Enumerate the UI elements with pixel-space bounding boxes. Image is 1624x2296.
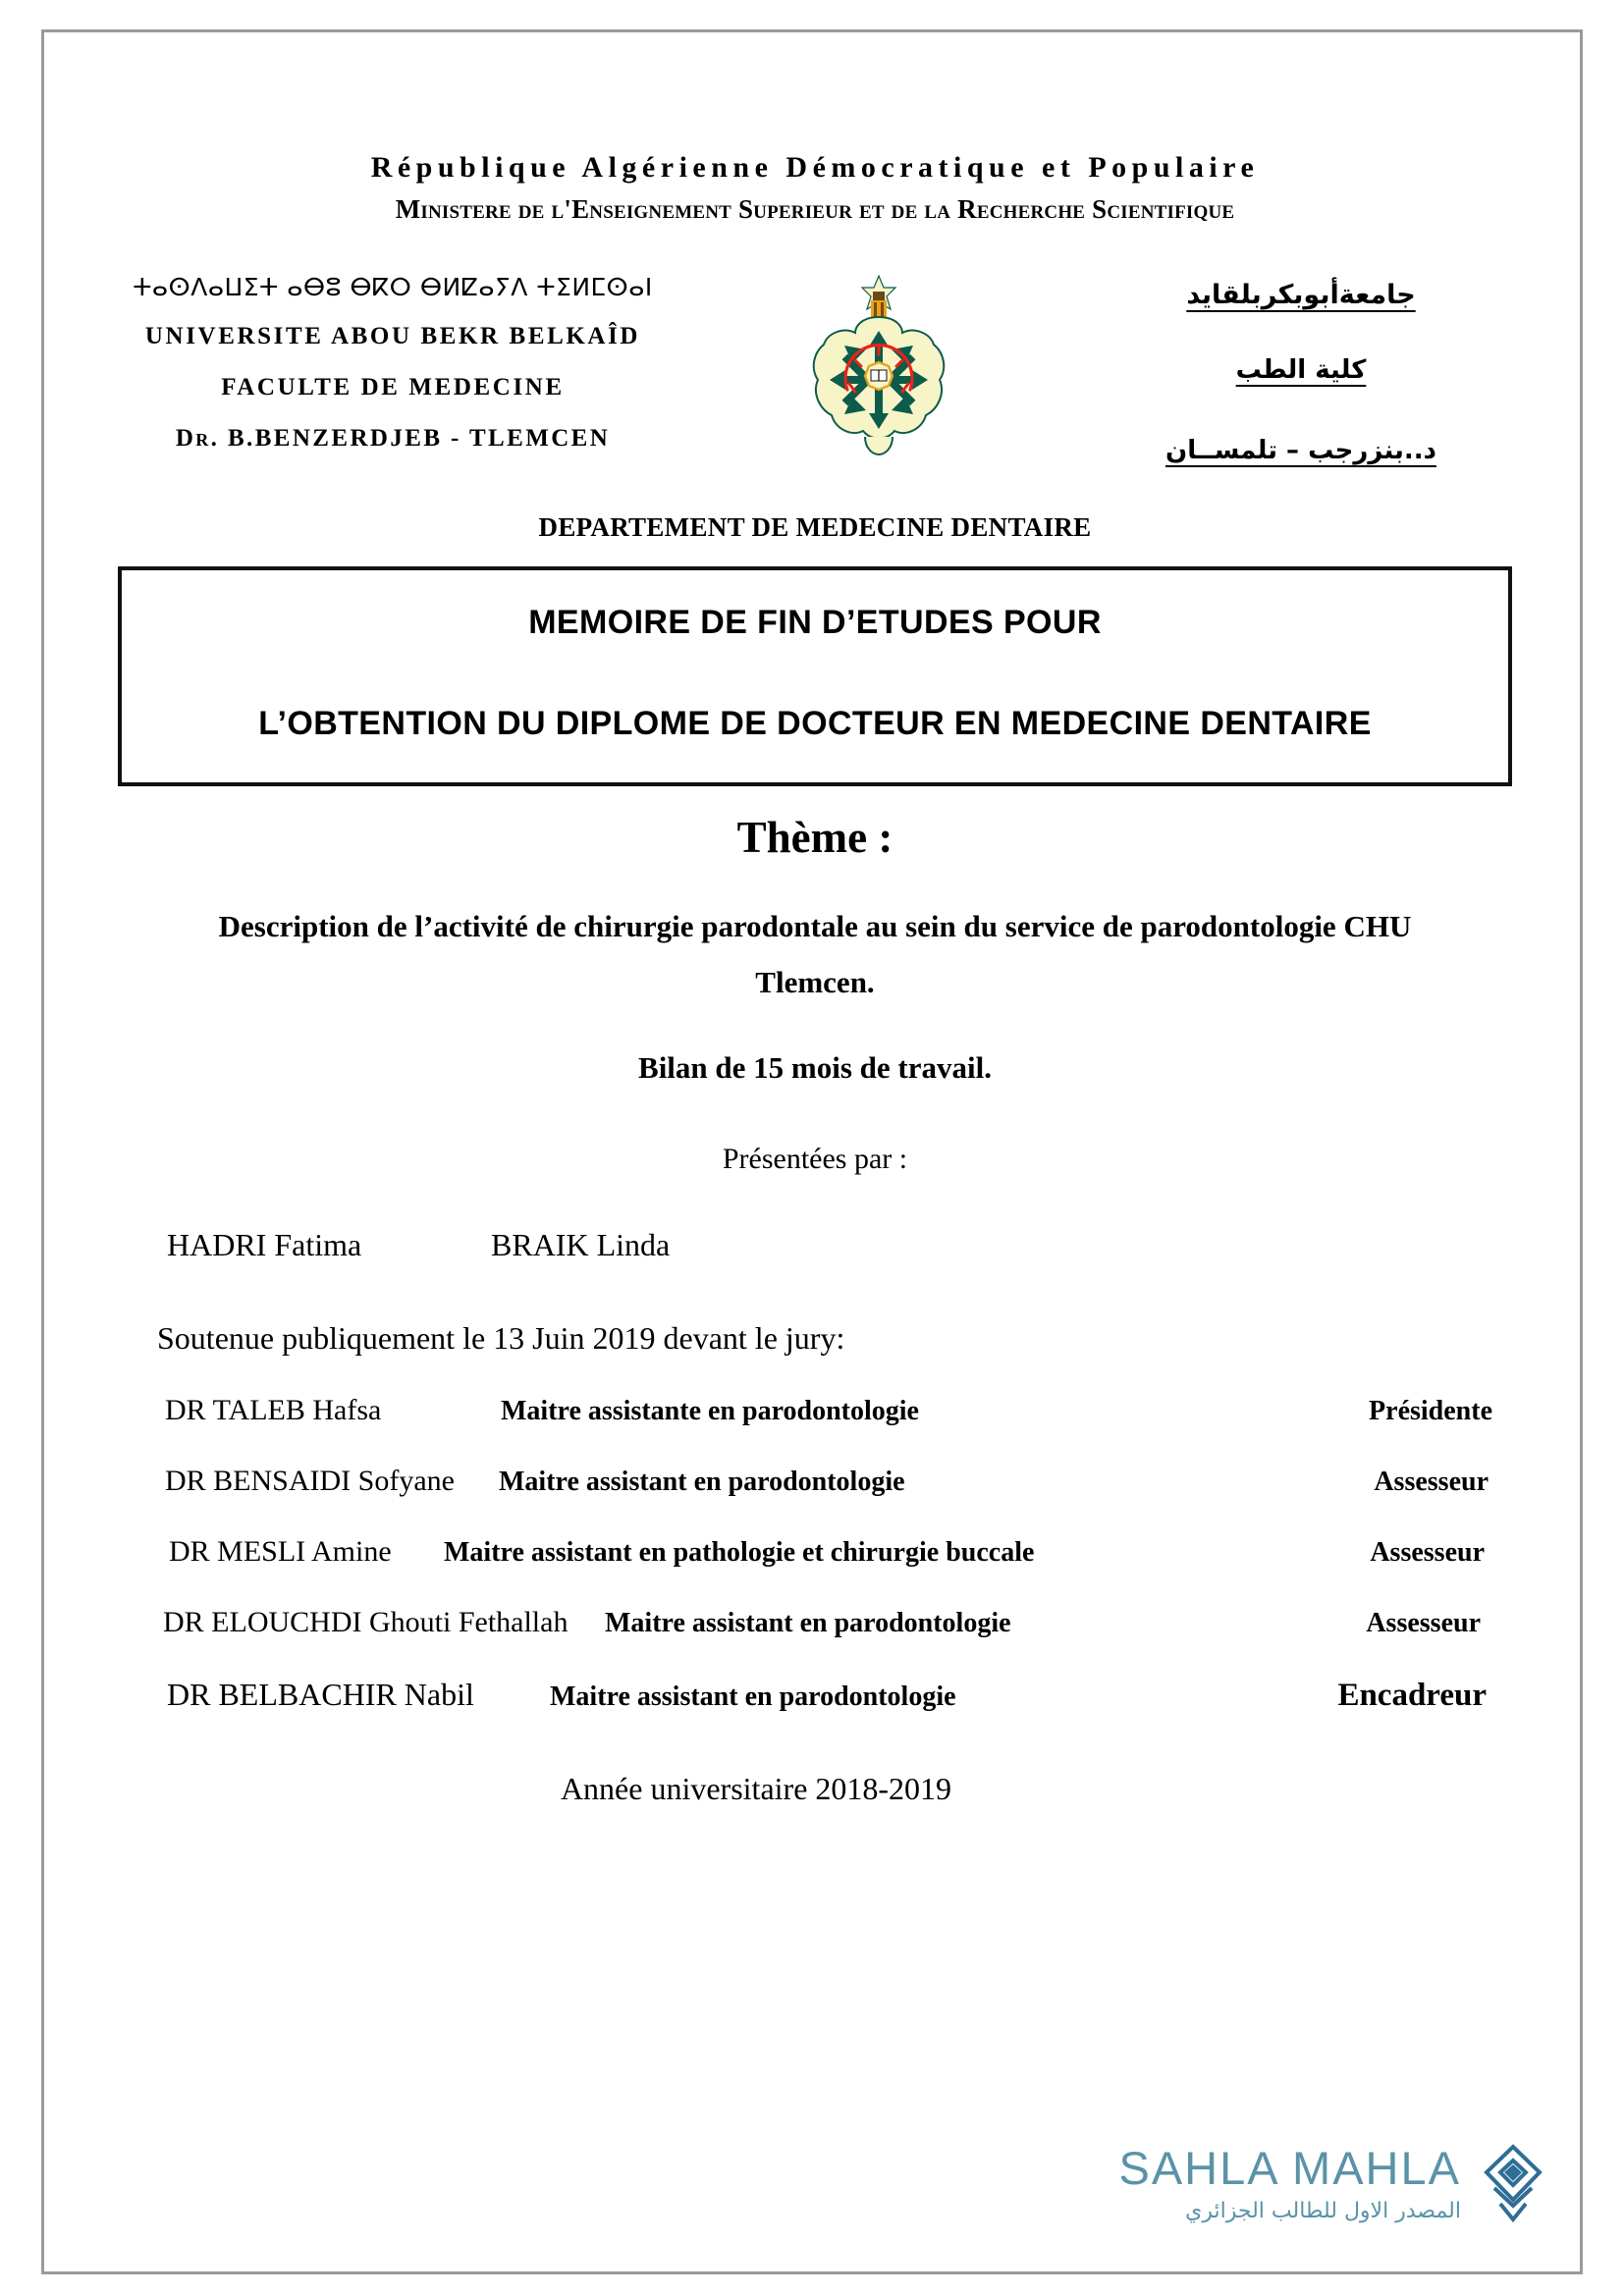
presented-by-label: Présentées par : xyxy=(722,1142,908,1175)
jury-member-name: DR MESLI Amine xyxy=(169,1534,392,1568)
jury-member-name: DR BELBACHIR Nabil xyxy=(167,1676,474,1712)
identity-right-column xyxy=(1090,270,1512,465)
jury-member-name: DR ELOUCHDI Ghouti Fethallah xyxy=(163,1605,568,1638)
jury-member-title: Assesseur xyxy=(1374,1466,1489,1497)
university-name-line1: UNIVERSITE ABOU BEKR BELKAÎD xyxy=(144,322,641,349)
jury-member-title: Présidente xyxy=(1369,1395,1492,1426)
ministry-heading: Ministere de l'Enseignement Superieur et de la Recherche Scientifique xyxy=(395,194,1235,224)
sahla-mahla-diamond-icon xyxy=(1475,2143,1551,2225)
identity-band xyxy=(118,270,1512,465)
jury-member-title: Encadreur xyxy=(1337,1677,1487,1713)
jury-member-role: Maitre assistante en parodontologie xyxy=(501,1395,919,1426)
author-name-1: HADRI Fatima xyxy=(167,1226,362,1262)
diploma-line-1: MEMOIRE DE FIN D’ETUDES POUR xyxy=(528,604,1102,641)
academic-year: Année universitaire 2018-2019 xyxy=(560,1770,952,1806)
defense-date-line: Soutenue publiquement le 13 Juin 2019 devant le jury: xyxy=(157,1319,845,1356)
university-emblem-icon xyxy=(800,272,957,458)
author-name-2: BRAIK Linda xyxy=(491,1226,671,1262)
jury-list xyxy=(118,1394,1512,1714)
jury-row xyxy=(118,1606,1512,1639)
jury-member-role: Maitre assistant en pathologie et chirurgie buccale xyxy=(444,1536,1035,1568)
theme-label: Thème : xyxy=(736,813,893,862)
jury-member-title: Assesseur xyxy=(1366,1607,1481,1638)
theme-subtitle: Bilan de 15 mois de travail. xyxy=(638,1049,992,1085)
department-heading: DEPARTEMENT DE MEDECINE DENTAIRE xyxy=(538,512,1092,542)
jury-member-role: Maitre assistant en parodontologie xyxy=(499,1466,905,1497)
watermark-text-block xyxy=(1118,2142,1461,2223)
faculty-name-line: FACULTE DE MEDECINE xyxy=(221,373,565,400)
jury-member-role: Maitre assistant en parodontologie xyxy=(550,1681,956,1712)
jury-member-name: DR TALEB Hafsa xyxy=(165,1393,382,1426)
watermark-title: SAHLA MAHLA xyxy=(1118,2142,1461,2194)
jury-member-role: Maitre assistant en parodontologie xyxy=(605,1607,1011,1638)
faculty-location-line: Dr. B.BENZERDJEB - TLEMCEN xyxy=(175,424,611,452)
jury-row xyxy=(118,1465,1512,1498)
identity-left-column xyxy=(118,270,668,453)
jury-member-name: DR BENSAIDI Sofyane xyxy=(165,1464,455,1497)
arabic-faculty-name: كلية الطب xyxy=(1235,355,1367,385)
jury-row xyxy=(118,1677,1512,1714)
diploma-line-2: L’OBTENTION DU DIPLOME DE DOCTEUR EN MEDECINE DENTAIRE xyxy=(258,705,1372,742)
cover-content xyxy=(118,118,1512,1807)
tifinagh-university-name: ⵜⴰⵙⴷⴰⵡⵉⵜ ⴰⴱⵓ ⴱⴽⵔ ⴱⵍⵇⴰⵢⴷ ⵜⵉⵍⵎⵙⴰⵏ xyxy=(133,273,653,301)
jury-row xyxy=(118,1394,1512,1427)
jury-row xyxy=(118,1535,1512,1569)
arabic-faculty-location: د..بنزرجب – تلمســان xyxy=(1165,436,1436,465)
authors-row xyxy=(118,1227,1512,1263)
arabic-university-name: جامعةأبوبكربلقايد xyxy=(1186,280,1416,310)
theme-title: Description de l’activité de chirurgie parodontale au sein du service de parodontologie CHU Tlemcen. xyxy=(218,909,1412,1000)
diploma-statement-box xyxy=(118,566,1512,786)
republic-heading: République Algérienne Démocratique et Populaire xyxy=(370,151,1260,184)
jury-member-title: Assesseur xyxy=(1370,1536,1485,1568)
identity-center-column xyxy=(776,270,982,458)
sahla-mahla-watermark xyxy=(1118,2143,1551,2225)
watermark-subtitle: المصدر الاول للطالب الجزائري xyxy=(1185,2199,1461,2223)
